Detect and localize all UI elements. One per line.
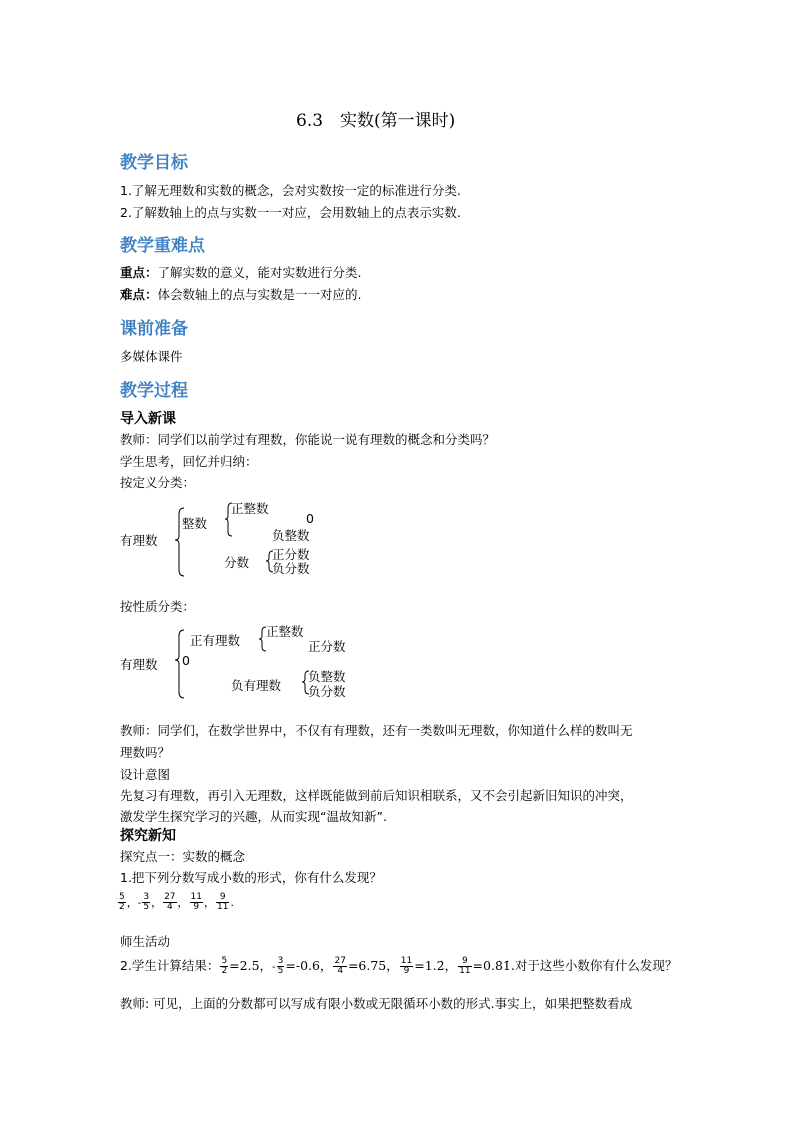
tree1-pos-int: 正整数 — [231, 501, 269, 516]
fraction-denominator: 11 — [216, 902, 229, 912]
intro-heading: 导入新课 — [120, 411, 176, 427]
tree2-pos-frac: 正分数 — [308, 639, 346, 654]
fraction-stack — [458, 957, 471, 976]
tree2-neg-rational: 负有理数 — [231, 678, 282, 693]
difficulty-label: 难点： — [120, 287, 158, 302]
results-line — [120, 956, 677, 976]
fraction-numerator: 27 — [334, 956, 346, 966]
fraction-denominator: 5 — [277, 966, 284, 976]
tree2-pos-rational: 正有理数 — [190, 633, 241, 648]
fraction-denominator: 4 — [166, 902, 173, 912]
fraction — [189, 892, 204, 912]
goal-item-2: 2.了解数轴上的点与实数一一对应，会用数轴上的点表示实数. — [120, 205, 461, 220]
process-heading: 教学过程 — [120, 381, 188, 401]
teacher-question-1: 教师：同学们以前学过有理数，你能说一说有理数的概念和分类吗？ — [120, 432, 496, 447]
results-suffix: .对于这些小数你有什么发现？ — [510, 958, 678, 973]
fraction-denominator: 4 — [337, 966, 344, 976]
tree2-root: 有理数 — [120, 657, 158, 672]
separator: ， — [151, 896, 163, 909]
design-line2: 激发学生探究学习的兴趣，从而实现“温故知新”. — [120, 809, 387, 824]
page-title: 6.3 实数(第一课时) — [296, 111, 456, 131]
fraction-denominator: 2 — [119, 902, 125, 912]
fraction — [457, 956, 472, 976]
fraction-numerator: 27 — [164, 892, 176, 902]
separator: ， — [259, 958, 273, 973]
activity-label: 师生活动 — [120, 934, 171, 949]
fraction-stack — [163, 893, 176, 912]
tree1-root: 有理数 — [120, 533, 158, 548]
fraction-denominator: 5 — [143, 902, 150, 912]
prep-heading: 课前准备 — [120, 319, 188, 339]
teacher-question-2-line2: 理数吗？ — [120, 745, 171, 760]
separator: ， — [319, 958, 333, 973]
fraction — [219, 956, 229, 976]
key-text: 了解实数的意义，能对实数进行分类. — [157, 265, 362, 280]
result-value: =1.2̇ — [414, 958, 445, 973]
results-prefix: 2.学生计算结果： — [120, 958, 220, 973]
separator: ， — [444, 958, 458, 973]
fraction-stack — [190, 893, 203, 912]
brace-pos-rational — [259, 627, 266, 651]
fraction — [399, 956, 414, 976]
fraction-denominator: 2 — [221, 966, 228, 976]
prep-text: 多媒体课件 — [120, 349, 183, 364]
result-value: =6.75 — [347, 958, 387, 973]
by-property-label: 按性质分类： — [120, 599, 196, 614]
goals-heading: 教学目标 — [120, 153, 188, 173]
key-points-heading: 教学重难点 — [120, 236, 205, 256]
fraction-denominator: 9 — [193, 902, 200, 912]
tree2-zero: 0 — [182, 653, 190, 668]
fraction-numerator: 5 — [119, 892, 125, 902]
fraction-stack — [118, 893, 126, 912]
separator: ， — [386, 958, 399, 973]
fraction — [117, 892, 127, 912]
result-value: =2.5 — [229, 958, 260, 973]
fraction-numerator: 9 — [216, 893, 229, 903]
result-value: =0.8̇1̇ — [472, 958, 511, 973]
fraction-stack — [400, 957, 413, 976]
fraction-numerator: 3 — [143, 892, 150, 902]
separator: ， — [126, 896, 138, 909]
fraction-numerator: 5 — [221, 956, 228, 966]
fraction-numerator: 3 — [277, 956, 284, 966]
fraction-list — [117, 893, 234, 912]
fraction-stack — [333, 957, 346, 976]
design-line1: 先复习有理数，再引入无理数，这样既能做到前后知识相联系，又不会引起新旧知识的冲突， — [120, 788, 633, 803]
separator: ， — [203, 896, 215, 909]
result-value: =-0.6 — [285, 958, 320, 973]
fraction-denominator: 9 — [403, 966, 410, 976]
teacher-question-3: 教师: 可见，上面的分数都可以写成有限小数或无限循环小数的形式.事实上，如果把整数看成 — [120, 996, 633, 1011]
fraction — [332, 956, 347, 976]
difficulty-text: 体会数轴上的点与实数是一一对应的. — [157, 287, 362, 302]
tree1-neg-int: 负整数 — [272, 528, 310, 543]
fraction-stack — [142, 893, 150, 912]
fraction — [137, 892, 151, 912]
fraction-numerator: 11 — [400, 956, 413, 966]
teacher-question-2-line1: 教师：同学们，在数学世界中，不仅有有理数，还有一类数叫无理数，你知道什么样的数叫无 — [120, 723, 633, 738]
fraction-numerator: 11 — [190, 892, 202, 902]
fraction-stack — [220, 957, 228, 976]
tree2-neg-int: 负整数 — [308, 669, 346, 684]
goal-item-1: 1.了解无理数和实数的概念，会对实数按一定的标准进行分类. — [120, 183, 461, 198]
key-label: 重点： — [120, 265, 158, 280]
student-think: 学生思考，回忆并归纳： — [120, 454, 258, 469]
fraction-denominator: 11 — [459, 966, 471, 976]
fraction — [215, 892, 230, 912]
fraction-sign: - — [272, 962, 276, 973]
fraction-stack — [216, 893, 229, 912]
tree1-zero: 0 — [306, 511, 314, 526]
explore-heading: 探究新知 — [120, 828, 176, 844]
separator: ， — [177, 896, 189, 909]
question-1: 1.把下列分数写成小数的形式，你有什么发现？ — [120, 870, 382, 885]
fraction — [162, 892, 177, 912]
fraction-numerator: 9 — [458, 957, 471, 967]
by-definition-label: 按定义分类： — [120, 475, 196, 490]
tree1-pos-frac: 正分数 — [272, 547, 310, 562]
fraction-sign: - — [137, 898, 142, 909]
tree2-neg-frac: 负分数 — [308, 684, 346, 699]
fraction — [272, 956, 285, 976]
tree2-pos-int: 正整数 — [266, 624, 304, 639]
explore-point-1: 探究点一：实数的概念 — [120, 849, 246, 864]
design-label: 设计意图 — [120, 767, 171, 782]
fraction-stack — [277, 957, 285, 976]
tree1-fraction: 分数 — [224, 555, 250, 570]
separator: . — [230, 896, 234, 909]
tree1-neg-frac: 负分数 — [272, 561, 310, 576]
results-list — [219, 956, 511, 976]
tree1-integer: 整数 — [182, 516, 208, 531]
